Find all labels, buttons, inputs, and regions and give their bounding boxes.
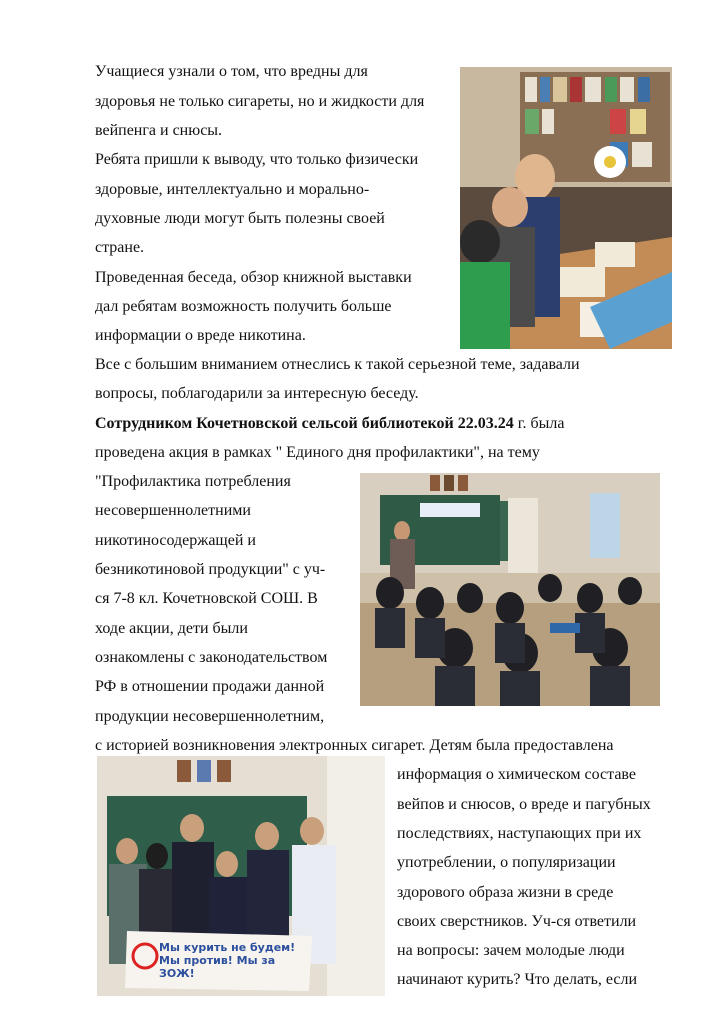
photo-students-banner [97, 756, 385, 996]
text-line: "Профилактика потребления [95, 473, 291, 490]
event-intro-tail: г. была [513, 415, 565, 432]
text-line: здоровые, интеллектуально и морально- [95, 181, 370, 198]
text-line: ознакомлены с законодательством [95, 649, 328, 666]
event-intro-line [95, 414, 564, 434]
photo-book-exhibition [460, 67, 672, 349]
text-line: Проведенная беседа, обзор книжной выставки [95, 269, 412, 286]
text-line: Ребята пришли к выводу, что только физически [95, 151, 419, 168]
text-line: информация о химическом составе [397, 766, 636, 783]
text-line: информации о вреде никотина. [95, 327, 306, 344]
text-line: Учащиеся узнали о том, что вредны для [95, 63, 368, 80]
photo-classroom [360, 473, 660, 706]
text-line: на вопросы: зачем молодые люди [397, 942, 625, 959]
text-line: здорового образа жизни в среде [397, 884, 614, 901]
text-line: никотиносодержащей и [95, 532, 256, 549]
text-line: дал ребятам возможность получить больше [95, 298, 392, 315]
text-line: своих сверстников. Уч-ся ответили [397, 913, 637, 930]
text-line: несовершеннолетними [95, 502, 251, 519]
text-line: вейпов и снюсов, о вреде и пагубных [397, 796, 651, 813]
text-line: вопросы, поблагодарили за интересную беседу. [95, 385, 419, 402]
text-line: продукции несовершеннолетним, [95, 708, 325, 725]
text-line: с историей возникновения электронных сигарет. Детям была предоставлена [95, 737, 614, 754]
text-line: ся 7-8 кл. Кочетновской СОШ. В [95, 590, 318, 607]
text-line: проведена акция в рамках " Единого дня профилактики", на тему [95, 444, 540, 461]
text-line: стране. [95, 239, 145, 256]
text-line: ходе акции, дети были [95, 620, 248, 637]
text-line: употреблении, о популяризации [397, 854, 616, 871]
text-line: РФ в отношении продажи данной [95, 678, 325, 695]
text-line: безникотиновой продукции" с уч- [95, 561, 326, 578]
text-line: начинают курить? Что делать, если [397, 971, 638, 988]
text-line: здоровья не только сигареты, но и жидкости для [95, 93, 425, 110]
text-line: последствиях, наступающих при их [397, 825, 642, 842]
text-line: духовные люди могут быть полезны своей [95, 210, 385, 227]
banner-text: Мы курить не будем! Мы против! Мы за ЗОЖ! [159, 941, 296, 980]
text-line: вейпенга и снюсы. [95, 122, 223, 139]
event-intro-bold: Сотрудником Кочетновской сельсой библиотекой 22.03.24 [95, 415, 514, 432]
text-line: Все с большим вниманием отнеслись к такой серьезной теме, задавали [95, 356, 580, 373]
